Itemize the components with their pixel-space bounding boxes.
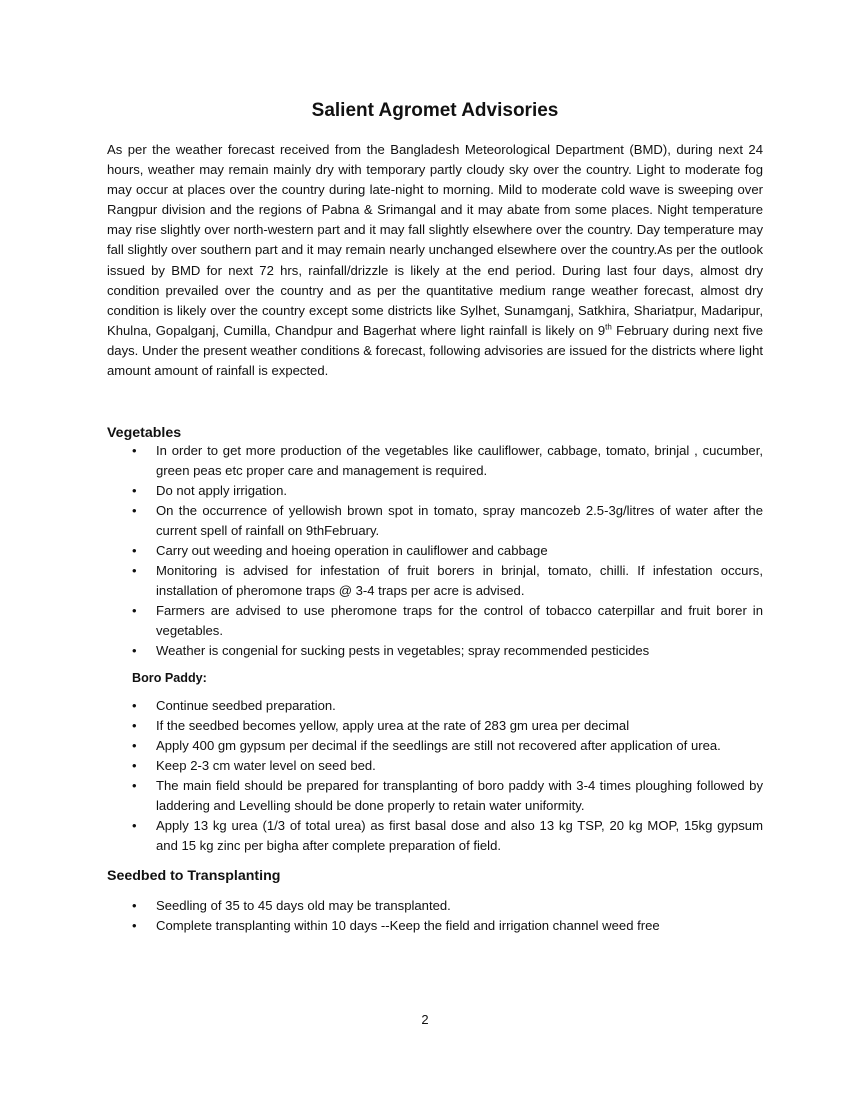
- list-item-text: The main field should be prepared for transplanting of boro paddy with 3-4 times ploughing followed by laddering and Levelling should be done properly to retain water uniformity.: [156, 778, 763, 814]
- bullet-icon: •: [132, 603, 137, 619]
- bullet-icon: •: [132, 818, 137, 834]
- intro-text-part1: As per the weather forecast received from the Bangladesh Meteorological Department (BMD), during next 24 hours, weather may remain mainly dry with temporary partly cloudy sky over the country. Light to moderate fog may occur at places over the country during late-night to morning. Mild to moderate cold wave is sweeping over Rangpur division and the regions of Pabna & Srimangal and it may abate from some places. Night temperature may rise slightly over north-western part and it may fall slightly elsewhere over the country. Day temperature may fall slightly over southern part and it may remain nearly unchanged elsewhere over the country.As per the outlook issued by BMD for next 72 hrs, rainfall/drizzle is likely at the end period. During last four days, almost dry condition prevailed over the country and as per the quantitative medium range weather forecast, almost dry condition is likely over the country except some districts like Sylhet, Sunamganj, Satkhira, Shariatpur, Madaripur, Khulna, Gopalganj, Cumilla, Chandpur and Bagerhat where light rainfall is likely on 9: [107, 142, 763, 338]
- list-item: [107, 501, 763, 541]
- list-item: [107, 716, 763, 736]
- intro-superscript: th: [605, 322, 612, 332]
- bullet-icon: •: [132, 543, 137, 559]
- intro-paragraph: [107, 140, 763, 381]
- list-item: [107, 816, 763, 856]
- list-item: [107, 916, 763, 936]
- list-item: [107, 896, 763, 916]
- list-item-text: Carry out weeding and hoeing operation in cauliflower and cabbage: [156, 543, 548, 559]
- list-item-text: Keep 2-3 cm water level on seed bed.: [156, 758, 376, 774]
- list-item: [107, 541, 763, 561]
- bullet-icon: •: [132, 898, 137, 914]
- bullet-icon: •: [132, 738, 137, 754]
- bullet-icon: •: [132, 563, 137, 579]
- list-item-text: Monitoring is advised for infestation of fruit borers in brinjal, tomato, chilli. If infestation occurs, installation of pheromone traps @ 3-4 traps per acre is advised.: [156, 563, 763, 599]
- boro-paddy-heading: Boro Paddy:: [132, 671, 207, 686]
- vegetables-list: [107, 441, 763, 661]
- page-number: 2: [421, 1012, 429, 1027]
- list-item-text: If the seedbed becomes yellow, apply urea at the rate of 283 gm urea per decimal: [156, 718, 630, 734]
- bullet-icon: •: [132, 698, 137, 714]
- bullet-icon: •: [132, 483, 137, 499]
- intro-text-part2: February during next five days. Under the present weather conditions & forecast, following advisories are issued for the districts where light amount amount of rainfall is expected.: [107, 322, 763, 379]
- document-title: Salient Agromet Advisories: [311, 100, 559, 121]
- list-item-text: In order to get more production of the vegetables like cauliflower, cabbage, tomato, brinjal , cucumber, green peas etc proper care and management is required.: [156, 443, 763, 479]
- list-item: [107, 736, 763, 756]
- list-item: [107, 696, 763, 716]
- list-item-text: Complete transplanting within 10 days --Keep the field and irrigation channel weed free: [156, 918, 660, 934]
- bullet-icon: •: [132, 643, 137, 659]
- vegetables-heading: Vegetables: [107, 425, 182, 442]
- document-page: [107, 100, 763, 936]
- bullet-icon: •: [132, 718, 137, 734]
- bullet-icon: •: [132, 443, 137, 459]
- list-item-text: Weather is congenial for sucking pests in vegetables; spray recommended pesticides: [156, 643, 650, 659]
- bullet-icon: •: [132, 918, 137, 934]
- list-item: [107, 641, 763, 661]
- list-item: [107, 601, 763, 641]
- seedbed-heading: Seedbed to Transplanting: [107, 868, 281, 885]
- list-item: [107, 481, 763, 501]
- list-item-text: Continue seedbed preparation.: [156, 698, 336, 714]
- list-item: [107, 441, 763, 481]
- list-item: [107, 776, 763, 816]
- bullet-icon: •: [132, 503, 137, 519]
- list-item-text: Apply 400 gm gypsum per decimal if the seedlings are still not recovered after application of urea.: [156, 738, 721, 754]
- seedbed-list: [107, 896, 763, 936]
- list-item-text: Do not apply irrigation.: [156, 483, 288, 499]
- list-item: [107, 561, 763, 601]
- bullet-icon: •: [132, 758, 137, 774]
- list-item: [107, 756, 763, 776]
- list-item-text: On the occurrence of yellowish brown spot in tomato, spray mancozeb 2.5-3g/litres of water after the current spell of rainfall on 9thFebruary.: [156, 503, 763, 539]
- bullet-icon: •: [132, 778, 137, 794]
- list-item-text: Farmers are advised to use pheromone traps for the control of tobacco caterpillar and fruit borer in vegetables.: [156, 603, 763, 639]
- boro-paddy-list: [107, 696, 763, 856]
- list-item-text: Apply 13 kg urea (1/3 of total urea) as first basal dose and also 13 kg TSP, 20 kg MOP, 15kg gypsum and 15 kg zinc per bigha after complete preparation of field.: [156, 818, 763, 854]
- list-item-text: Seedling of 35 to 45 days old may be transplanted.: [156, 898, 451, 914]
